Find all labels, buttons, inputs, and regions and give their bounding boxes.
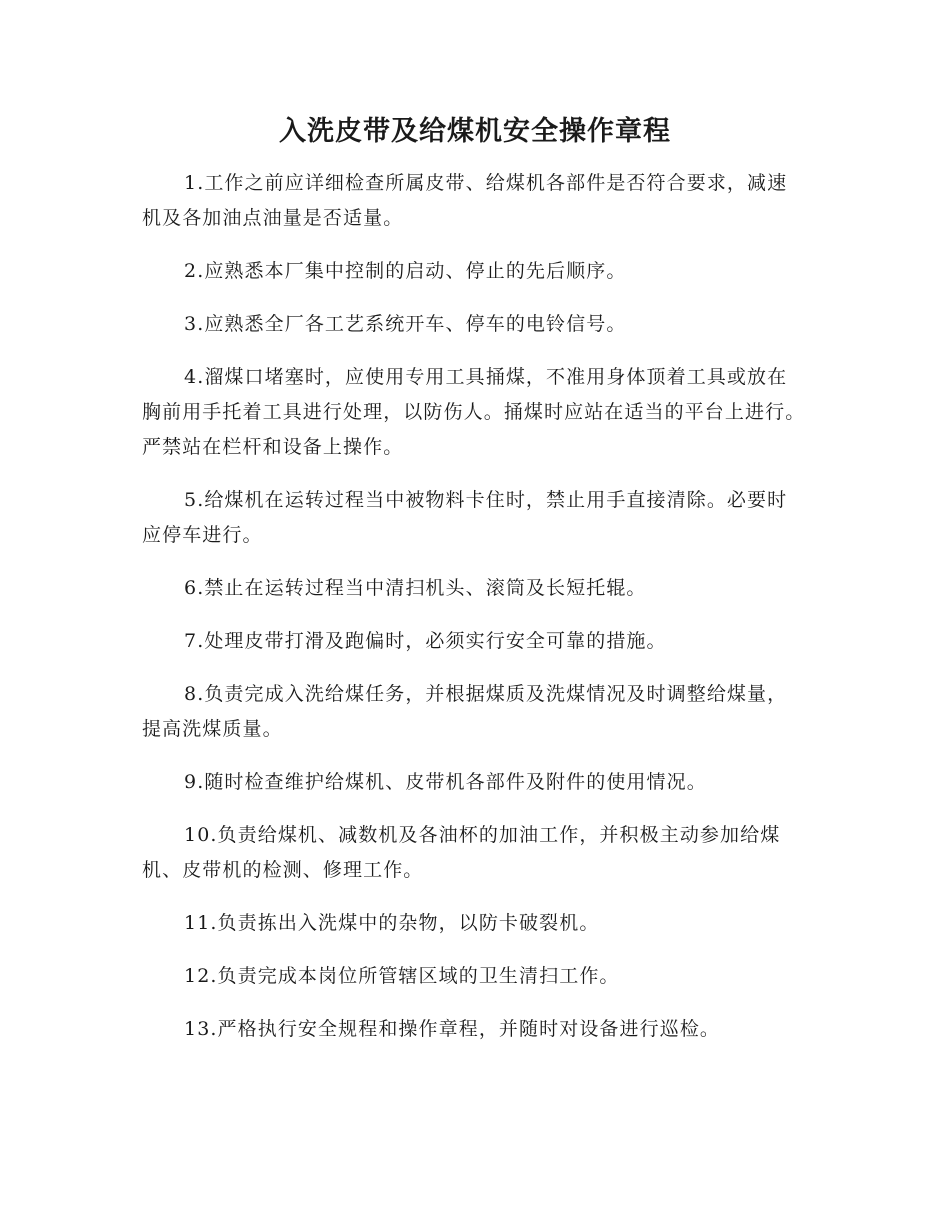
paragraph-2: 2.应熟悉本厂集中控制的启动、停止的先后顺序。 bbox=[184, 260, 627, 282]
paragraph-13: 13.严格执行安全规程和操作章程，并随时对设备进行巡检。 bbox=[184, 1018, 721, 1040]
paragraph-1: 1.工作之前应详细检查所属皮带、给煤机各部件是否符合要求，减速机及各加油点油量是否适量。 bbox=[142, 172, 788, 229]
paragraph-11: 11.负责拣出入洗煤中的杂物，以防卡破裂机。 bbox=[184, 912, 600, 934]
paragraph-6: 6.禁止在运转过程当中清扫机头、滚筒及长短托辊。 bbox=[184, 577, 647, 599]
document-title: 入洗皮带及给煤机安全操作章程 bbox=[279, 116, 671, 147]
paragraph-3: 3.应熟悉全厂各工艺系统开车、停车的电铃信号。 bbox=[184, 313, 627, 335]
paragraph-8: 8.负责完成入洗给煤任务，并根据煤质及洗煤情况及时调整给煤量，提高洗煤质量。 bbox=[142, 683, 788, 740]
paragraph-7: 7.处理皮带打滑及跑偏时，必须实行安全可靠的措施。 bbox=[184, 630, 667, 652]
paragraph-4: 4.溜煤口堵塞时，应使用专用工具捅煤，不准用身体顶着工具或放在胸前用手托着工具进行处理，以防伤人。捅煤时应站在适当的平台上进行。严禁站在栏杆和设备上操作。 bbox=[142, 366, 806, 458]
paragraph-10: 10.负责给煤机、减数机及各油杯的加油工作，并积极主动参加给煤机、皮带机的检测、修理工作。 bbox=[142, 824, 781, 881]
document-body bbox=[142, 166, 807, 1065]
paragraph-9: 9.随时检查维护给煤机、皮带机各部件及附件的使用情况。 bbox=[184, 771, 707, 793]
paragraph-5: 5.给煤机在运转过程当中被物料卡住时，禁止用手直接清除。必要时应停车进行。 bbox=[142, 489, 788, 546]
paragraph-12: 12.负责完成本岗位所管辖区域的卫生清扫工作。 bbox=[184, 965, 620, 987]
